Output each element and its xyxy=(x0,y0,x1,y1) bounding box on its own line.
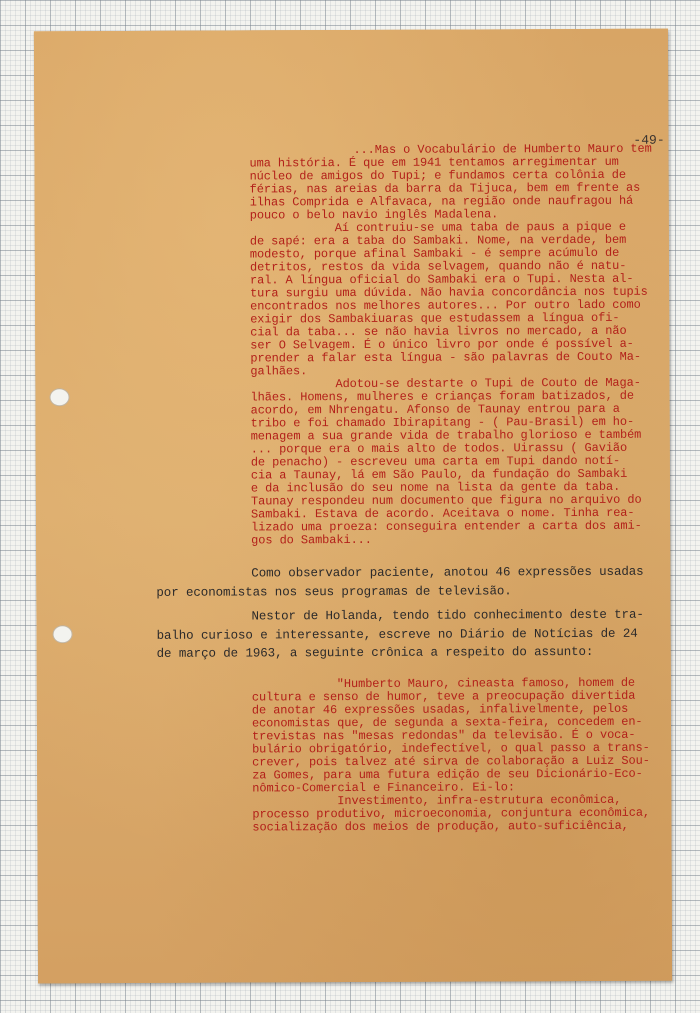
citation-line: crever, pois talvez até sirva de colaboração a Luiz Sou- xyxy=(252,753,650,770)
quote-line: tura surgiu uma dúvida. Não havia concordância nos tupis xyxy=(250,284,648,301)
quote-line: férias, nas areias da barra da Tijuca, bem em frente as xyxy=(249,180,641,197)
body-line: balho curioso e interessante, escreve no Diário de Notícias de 24 xyxy=(156,626,638,643)
quote-line: ilhas Comprida e Alfavaca, na região onde naufragou há xyxy=(249,193,634,210)
quote-line: de sapé: era a taba do Sambaki. Nome, na verdade, bem xyxy=(249,232,627,249)
citation-line: Investimento, infra-estrutura econômica, xyxy=(337,792,622,809)
citation-line: de anotar 46 expressões usadas, infalivelmente, pelos xyxy=(251,701,629,718)
citation-line: bulário obrigatório, indefectível, o qual passo a trans- xyxy=(252,740,650,757)
quote-line: ser O Selvagem. É o único livro por onde é possível a- xyxy=(250,336,634,353)
quote-line: modesto, porque afinal Sambaki - é sempre acúmulo de xyxy=(249,245,620,262)
citation-line: socialização dos meios de produção, auto-suficiência, xyxy=(252,818,629,835)
quote-line: exigir dos Sambakiuaras que estudassem a língua ofi- xyxy=(250,310,620,327)
quote-line: núcleo de amigos do Tupi; e fundamos certa colônia de xyxy=(249,167,626,184)
binder-hole-top xyxy=(49,388,69,406)
binder-hole-bottom xyxy=(53,625,73,643)
citation-line: economistas que, de segunda a sexta-feira, concedem en- xyxy=(251,714,643,731)
body-line: por economistas nos seus programas de televisão. xyxy=(156,584,512,600)
quote-line: detritos, restos da vida selvagem, quando não é natu- xyxy=(249,258,627,275)
quote-line: prender a falar esta língua - são palavras de Couto Ma- xyxy=(250,349,641,366)
quote-line: Adotou-se destarte o Tupi de Couto de Maga- xyxy=(335,375,641,392)
quote-line: cial da taba... se não havia livros no mercado, a não xyxy=(250,323,627,340)
quote-line: galhães. xyxy=(250,364,308,379)
body-line: Como observador paciente, anotou 46 expressões usadas xyxy=(251,564,644,581)
citation-line: nômico-Comercial e Financeiro. Ei-lo: xyxy=(252,780,516,796)
citation-line: trevistas nas "mesas redondas" da televisão. É o voca- xyxy=(251,727,636,744)
quote-line: Aí contruiu-se uma taba de paus a pique e xyxy=(334,219,626,236)
quote-line: ...Mas o Vocabulário de Humberto Mauro tem xyxy=(353,141,652,157)
quote-line: uma história. É que em 1941 tentamos arregimentar um xyxy=(249,154,619,171)
quote-line: acordo, em Nhrengatu. Afonso de Taunay entrou para a xyxy=(250,401,620,418)
quote-line: e da inclusão do seu nome na lista da gente da taba. xyxy=(250,479,621,496)
body-line: de março de 1963, a seguinte crônica a respeito do assunto: xyxy=(156,644,594,661)
quote-line: ... porque era o mais alto de todos. Uirassu ( Gavião xyxy=(250,440,628,457)
quote-line: menagem a sua grande vida de trabalho glorioso e também xyxy=(250,427,642,444)
quote-line: de penacho) - escreveu uma carta em Tupi dando notí- xyxy=(250,453,621,470)
quote-line: Sambaki. Estava de acordo. Aceitava o nome. Tinha rea- xyxy=(251,505,635,522)
quote-line: tribo e foi chamado Ibirapitang - ( Pau-Brasil) em ho- xyxy=(250,414,635,431)
body-line: Nestor de Holanda, tendo tido conhecimento deste tra- xyxy=(251,607,644,624)
quote-line: lhães. Homens, mulheres e crianças foram batizados, de xyxy=(250,388,635,405)
quote-line: cia a Taunay, lá em São Paulo, da fundação do Sambaki xyxy=(250,466,628,483)
quote-line: pouco o belo navio inglês Madalena. xyxy=(249,207,499,223)
quote-line: gos do Sambaki... xyxy=(251,532,372,548)
page-number: -49- xyxy=(633,132,665,148)
quote-line: lizado uma proeza: conseguira entender a carta dos ami- xyxy=(251,518,642,535)
citation-line: processo produtivo, microeconomia, conjuntura econômica, xyxy=(252,805,651,822)
citation-line: za Gomes, para uma futura edição de seu Dicionário-Eco- xyxy=(252,766,643,783)
quote-line: encontrados nos melhores autores... Por outro lado como xyxy=(250,297,641,314)
typewritten-page xyxy=(34,29,672,984)
citation-line: cultura e senso de humor, teve a preocupação divertida xyxy=(251,688,636,705)
quote-line: ral. A língua oficial do Sambaki era o Tupi. Nesta al- xyxy=(249,271,634,288)
citation-line: "Humberto Mauro, cineasta famoso, homem de xyxy=(336,675,636,692)
quote-line: Taunay respondeu num documento que figura no arquivo do xyxy=(250,492,642,509)
